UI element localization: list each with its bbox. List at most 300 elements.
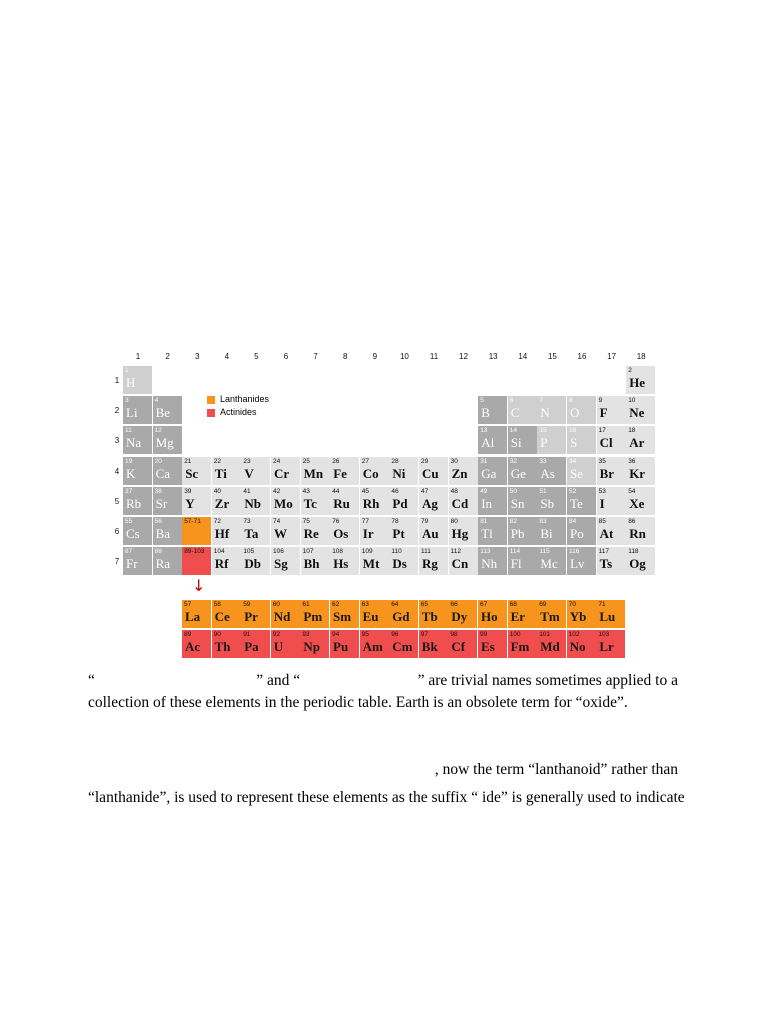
element-cell [449, 457, 478, 485]
element-cell [300, 600, 329, 628]
atomic-number: 4 [154, 397, 159, 405]
element-cell [537, 396, 566, 424]
element-symbol: Na [126, 435, 142, 451]
atomic-number: 58 [213, 601, 221, 608]
atomic-number: 21 [184, 457, 192, 465]
atomic-number: 50 [509, 487, 518, 495]
element-cell [182, 487, 211, 515]
element-cell [626, 487, 655, 515]
element-symbol: Be [155, 405, 171, 421]
element-cell [478, 487, 507, 515]
element-symbol: Os [333, 526, 349, 541]
atomic-number: 97 [420, 631, 429, 638]
atomic-number: 88 [154, 548, 162, 556]
element-symbol: Zr [214, 495, 230, 511]
element-symbol: Cn [451, 556, 469, 572]
atomic-number: 22 [213, 457, 222, 465]
element-symbol: O [570, 405, 580, 421]
element-cell [448, 630, 477, 658]
element-cell [508, 517, 537, 545]
legend-label: Lanthanides [220, 394, 270, 404]
element-symbol: I [599, 495, 605, 511]
atomic-number: 62 [332, 601, 340, 608]
atomic-number: 102 [568, 631, 580, 638]
element-cell [478, 547, 507, 575]
element-symbol: Tm [540, 609, 560, 624]
atomic-number: 77 [361, 518, 370, 525]
atomic-number: 104 [213, 548, 225, 556]
element-symbol: Ds [392, 556, 407, 572]
atomic-number: 89 [184, 631, 192, 638]
element-cell [537, 630, 566, 658]
atomic-number: 111 [421, 548, 431, 556]
group-number: 2 [165, 352, 170, 361]
element-cell [330, 517, 359, 545]
atomic-number: 15 [539, 427, 547, 435]
element-cell [389, 457, 418, 485]
atomic-number: 10 [628, 397, 636, 405]
element-symbol: Pm [303, 609, 323, 624]
atomic-number: 63 [361, 601, 369, 608]
atomic-number: 6 [509, 397, 514, 405]
element-symbol: Rf [214, 556, 229, 572]
atomic-number: 36 [628, 457, 636, 465]
element-symbol: Yb [569, 609, 587, 624]
element-symbol: Ga [481, 465, 497, 481]
atomic-number: 74 [273, 518, 281, 525]
element-cell [537, 487, 566, 515]
element-cell [212, 600, 241, 628]
atomic-number: 8 [569, 397, 573, 405]
element-cell [182, 630, 211, 658]
element-cell [301, 547, 330, 575]
element-symbol: N [540, 405, 550, 421]
element-cell [596, 630, 625, 658]
element-cell [271, 517, 300, 545]
element-symbol: Ru [333, 495, 350, 511]
element-symbol: Re [303, 526, 319, 541]
group-number: 7 [313, 352, 318, 361]
element-cell [330, 457, 359, 485]
atomic-number: 87 [125, 548, 133, 556]
element-cell [123, 517, 152, 545]
element-symbol: V [244, 465, 254, 481]
element-cell [182, 600, 211, 628]
atomic-number: 76 [332, 518, 340, 525]
element-cell [389, 487, 418, 515]
element-cell [508, 547, 537, 575]
atomic-number: 90 [213, 631, 221, 638]
element-cell [448, 600, 477, 628]
atomic-number: 75 [302, 518, 310, 525]
element-symbol: Ce [214, 609, 230, 624]
atomic-number: 67 [480, 601, 488, 608]
atomic-number: 98 [450, 631, 458, 638]
element-cell [389, 600, 418, 628]
atomic-number: 107 [302, 548, 314, 556]
element-cell [241, 630, 270, 658]
element-cell [597, 426, 626, 454]
element-symbol: Hg [451, 526, 469, 541]
element-symbol: Tl [481, 526, 493, 541]
atomic-number: 112 [450, 548, 461, 556]
element-symbol: Md [540, 639, 560, 654]
element-cell [478, 457, 507, 485]
text-fragment: ” are trivial names sometimes applied to a [417, 672, 678, 689]
element-cell [330, 600, 359, 628]
element-cell [123, 426, 152, 454]
atomic-number: 59 [243, 601, 251, 608]
atomic-number: 16 [569, 427, 577, 435]
legend-item-lanthanides [207, 393, 269, 406]
atomic-number: 12 [154, 427, 162, 435]
atomic-number: 1 [125, 367, 129, 374]
element-cell [508, 426, 537, 454]
element-cell [567, 426, 596, 454]
atomic-number: 38 [154, 487, 162, 495]
element-cell [182, 547, 211, 575]
element-symbol: Ti [214, 465, 227, 481]
legend-item-actinides [207, 406, 269, 419]
element-symbol: Bh [303, 556, 320, 572]
atomic-number: 86 [628, 518, 636, 525]
atomic-number: 118 [628, 548, 639, 556]
element-cell [567, 630, 596, 658]
element-cell [241, 517, 270, 545]
atomic-number: 55 [125, 518, 133, 525]
atomic-number: 43 [302, 487, 310, 495]
element-symbol: W [274, 526, 287, 541]
element-symbol: Hs [333, 556, 349, 572]
atomic-number: 101 [539, 631, 551, 638]
element-symbol: Rb [126, 495, 142, 511]
element-cell [478, 630, 507, 658]
element-symbol: Sr [155, 495, 168, 511]
atomic-number: 113 [480, 548, 491, 556]
atomic-number: 94 [332, 631, 340, 638]
group-number: 17 [607, 352, 617, 361]
element-cell [360, 630, 389, 658]
element-symbol: Ts [599, 556, 613, 572]
lanthanides-swatch [207, 396, 215, 404]
element-symbol: Er [510, 609, 526, 624]
atomic-number: 57 [184, 601, 192, 608]
element-symbol: Am [362, 639, 383, 654]
element-symbol: Ne [629, 405, 645, 421]
period-number: 3 [114, 436, 120, 446]
element-symbol: Mg [155, 435, 174, 451]
element-cell [419, 517, 448, 545]
atomic-number: 17 [598, 427, 606, 435]
element-cell [508, 457, 537, 485]
element-cell [508, 396, 537, 424]
text-line: , now the term “lanthanoid” rather than [434, 761, 678, 778]
element-symbol: Au [422, 526, 439, 541]
element-cell [478, 600, 507, 628]
atomic-number: 19 [125, 457, 133, 465]
element-cell [212, 487, 241, 515]
actinides-swatch [207, 409, 215, 417]
element-symbol: Se [570, 465, 583, 481]
element-cell [567, 547, 596, 575]
element-cell [271, 547, 300, 575]
element-symbol: F [599, 405, 608, 421]
element-symbol: Xe [629, 495, 645, 511]
element-cell [241, 547, 270, 575]
element-cell [567, 600, 596, 628]
atomic-number: 3 [125, 397, 129, 405]
element-cell [153, 517, 182, 545]
element-symbol: Ar [629, 435, 645, 451]
element-cell [478, 396, 507, 424]
element-cell [449, 487, 478, 515]
element-symbol: Ni [392, 465, 406, 481]
element-symbol: Mo [274, 495, 293, 511]
atomic-number: 100 [509, 631, 521, 638]
element-symbol: Lr [599, 639, 614, 654]
atomic-number: 49 [480, 487, 488, 495]
period-number: 5 [114, 496, 120, 506]
atomic-number: 70 [568, 601, 577, 608]
element-symbol: Ge [510, 465, 526, 481]
element-cell [153, 396, 182, 424]
element-symbol: K [126, 465, 136, 481]
element-cell [537, 517, 566, 545]
element-cell [330, 630, 359, 658]
element-symbol: Ir [362, 526, 374, 541]
element-cell [123, 366, 152, 394]
paragraph-1 [88, 670, 678, 714]
element-cell [597, 517, 626, 545]
atomic-number: 80 [450, 518, 458, 525]
element-cell [301, 457, 330, 485]
text-line [88, 670, 678, 692]
element-symbol: Pt [392, 526, 405, 541]
element-symbol: Bi [540, 526, 553, 541]
element-symbol: Th [214, 639, 231, 654]
atomic-number: 72 [213, 518, 222, 525]
atomic-number: 32 [509, 457, 518, 465]
element-cell [597, 396, 626, 424]
period-number: 4 [114, 466, 120, 476]
atomic-number: 91 [243, 631, 251, 638]
element-cell [419, 457, 448, 485]
element-symbol: Dy [451, 609, 468, 624]
element-cell [241, 487, 270, 515]
atomic-number: 109 [361, 548, 373, 556]
element-symbol: Ac [185, 639, 201, 654]
element-symbol: As [540, 465, 555, 481]
group-number: 4 [224, 352, 230, 361]
element-cell [626, 457, 655, 485]
element-cell [212, 517, 241, 545]
element-cell [567, 457, 596, 485]
atomic-number: 92 [272, 631, 281, 638]
element-cell [241, 600, 270, 628]
element-symbol: Pd [392, 495, 408, 511]
element-cell [597, 487, 626, 515]
element-cell [241, 457, 270, 485]
atomic-number: 56 [154, 518, 162, 525]
element-cell [123, 396, 152, 424]
element-cell [330, 547, 359, 575]
element-cell [123, 487, 152, 515]
group-number: 3 [194, 352, 200, 361]
atomic-number: 85 [598, 518, 606, 525]
element-cell [597, 457, 626, 485]
element-cell [478, 517, 507, 545]
group-number: 10 [399, 352, 409, 361]
atomic-number: 78 [391, 518, 399, 525]
element-symbol: Bk [421, 639, 438, 654]
element-cell [419, 487, 448, 515]
atomic-number: 39 [184, 487, 192, 495]
text-fragment: “ [88, 672, 95, 689]
element-cell [626, 426, 655, 454]
element-symbol: In [481, 495, 493, 511]
paragraph-2 [88, 759, 685, 809]
element-cell [301, 517, 330, 545]
element-symbol: Eu [362, 609, 379, 624]
atomic-number: 105 [243, 548, 255, 556]
element-cell [478, 426, 507, 454]
element-cell [626, 366, 655, 394]
element-symbol: Rn [629, 526, 646, 541]
element-symbol: Hf [214, 526, 230, 541]
element-cell [182, 517, 211, 545]
element-symbol: Ag [422, 495, 438, 511]
element-symbol: Fr [126, 556, 138, 572]
atomic-number: 61 [302, 601, 310, 608]
group-number: 14 [518, 352, 528, 361]
element-cell [271, 600, 300, 628]
element-cell [330, 487, 359, 515]
atomic-number: 35 [598, 457, 606, 465]
element-symbol: Mc [540, 556, 558, 572]
element-symbol: Ra [155, 556, 171, 572]
element-cell [182, 457, 211, 485]
element-symbol: Li [126, 405, 138, 421]
atomic-number: 7 [539, 397, 544, 405]
atomic-number: 116 [569, 548, 580, 556]
group-number: 13 [488, 352, 498, 361]
element-symbol: Po [570, 526, 584, 541]
element-cell [212, 630, 241, 658]
element-cell [508, 600, 537, 628]
element-symbol: Es [481, 639, 495, 654]
element-cell [449, 517, 478, 545]
element-cell [537, 457, 566, 485]
element-symbol: Ta [244, 526, 259, 541]
element-symbol: Lu [599, 609, 616, 624]
element-cell [389, 630, 418, 658]
element-symbol: C [510, 405, 520, 421]
element-symbol: At [599, 526, 614, 541]
element-cell [153, 426, 182, 454]
element-symbol: Te [570, 495, 583, 511]
element-symbol: Cm [392, 639, 413, 654]
element-symbol: Rg [422, 556, 438, 572]
element-symbol: Mn [303, 465, 324, 481]
atomic-number: 40 [213, 487, 222, 495]
element-symbol: Co [362, 465, 379, 481]
atomic-number: 24 [273, 457, 281, 465]
atomic-number: 9 [598, 397, 603, 405]
atomic-number: 89-103 [184, 548, 205, 556]
atomic-number: 41 [243, 487, 251, 495]
legend-label: Actinides [220, 407, 257, 417]
element-cell [419, 630, 448, 658]
period-number: 2 [114, 406, 120, 416]
atomic-number: 99 [480, 631, 488, 638]
atomic-number: 25 [302, 457, 310, 465]
atomic-number: 27 [361, 457, 370, 465]
atomic-number: 45 [361, 487, 370, 495]
element-symbol: Cf [451, 639, 466, 654]
atomic-number: 30 [450, 457, 458, 465]
element-symbol: He [629, 375, 646, 390]
element-cell [360, 600, 389, 628]
element-cell [301, 487, 330, 515]
atomic-number: 26 [332, 457, 340, 465]
group-number: 18 [636, 352, 646, 361]
element-cell [360, 487, 389, 515]
element-symbol: Zn [451, 465, 468, 481]
atomic-number: 114 [509, 548, 521, 556]
element-cell [508, 487, 537, 515]
text-line: “lanthanide”, is used to represent these elements as the suffix “ ide” is generally used to indicate [88, 789, 685, 806]
atomic-number: 71 [598, 601, 606, 608]
element-cell [212, 547, 241, 575]
group-number: 11 [429, 352, 439, 361]
atomic-number: 20 [154, 457, 162, 465]
element-cell [153, 457, 182, 485]
element-symbol: Pb [510, 526, 525, 541]
atomic-number: 96 [391, 631, 399, 638]
atomic-number: 51 [539, 487, 547, 495]
atomic-number: 83 [539, 518, 547, 525]
element-symbol: Nh [481, 556, 498, 572]
atomic-number: 68 [509, 601, 517, 608]
atomic-number: 81 [480, 518, 488, 525]
atomic-number: 106 [273, 548, 284, 556]
element-symbol: Sb [540, 495, 555, 511]
element-cell [537, 600, 566, 628]
element-symbol: Ba [155, 526, 171, 541]
element-cell [271, 457, 300, 485]
element-symbol: H [126, 375, 136, 390]
atomic-number: 103 [598, 631, 610, 638]
element-cell [567, 396, 596, 424]
period-number: 6 [114, 527, 120, 536]
group-number: 5 [254, 352, 259, 361]
element-cell [389, 517, 418, 545]
element-cell [360, 457, 389, 485]
period-number: 1 [114, 376, 120, 385]
atomic-number: 65 [420, 601, 429, 608]
atomic-number: 48 [450, 487, 458, 495]
element-cell [596, 600, 625, 628]
element-cell [537, 547, 566, 575]
element-symbol: Sm [333, 609, 352, 624]
atomic-number: 69 [539, 601, 547, 608]
element-cell [626, 547, 655, 575]
atomic-number: 110 [391, 548, 402, 556]
element-cell [271, 630, 300, 658]
atomic-number: 29 [421, 457, 429, 465]
element-symbol: Fl [510, 556, 522, 572]
element-cell [153, 547, 182, 575]
